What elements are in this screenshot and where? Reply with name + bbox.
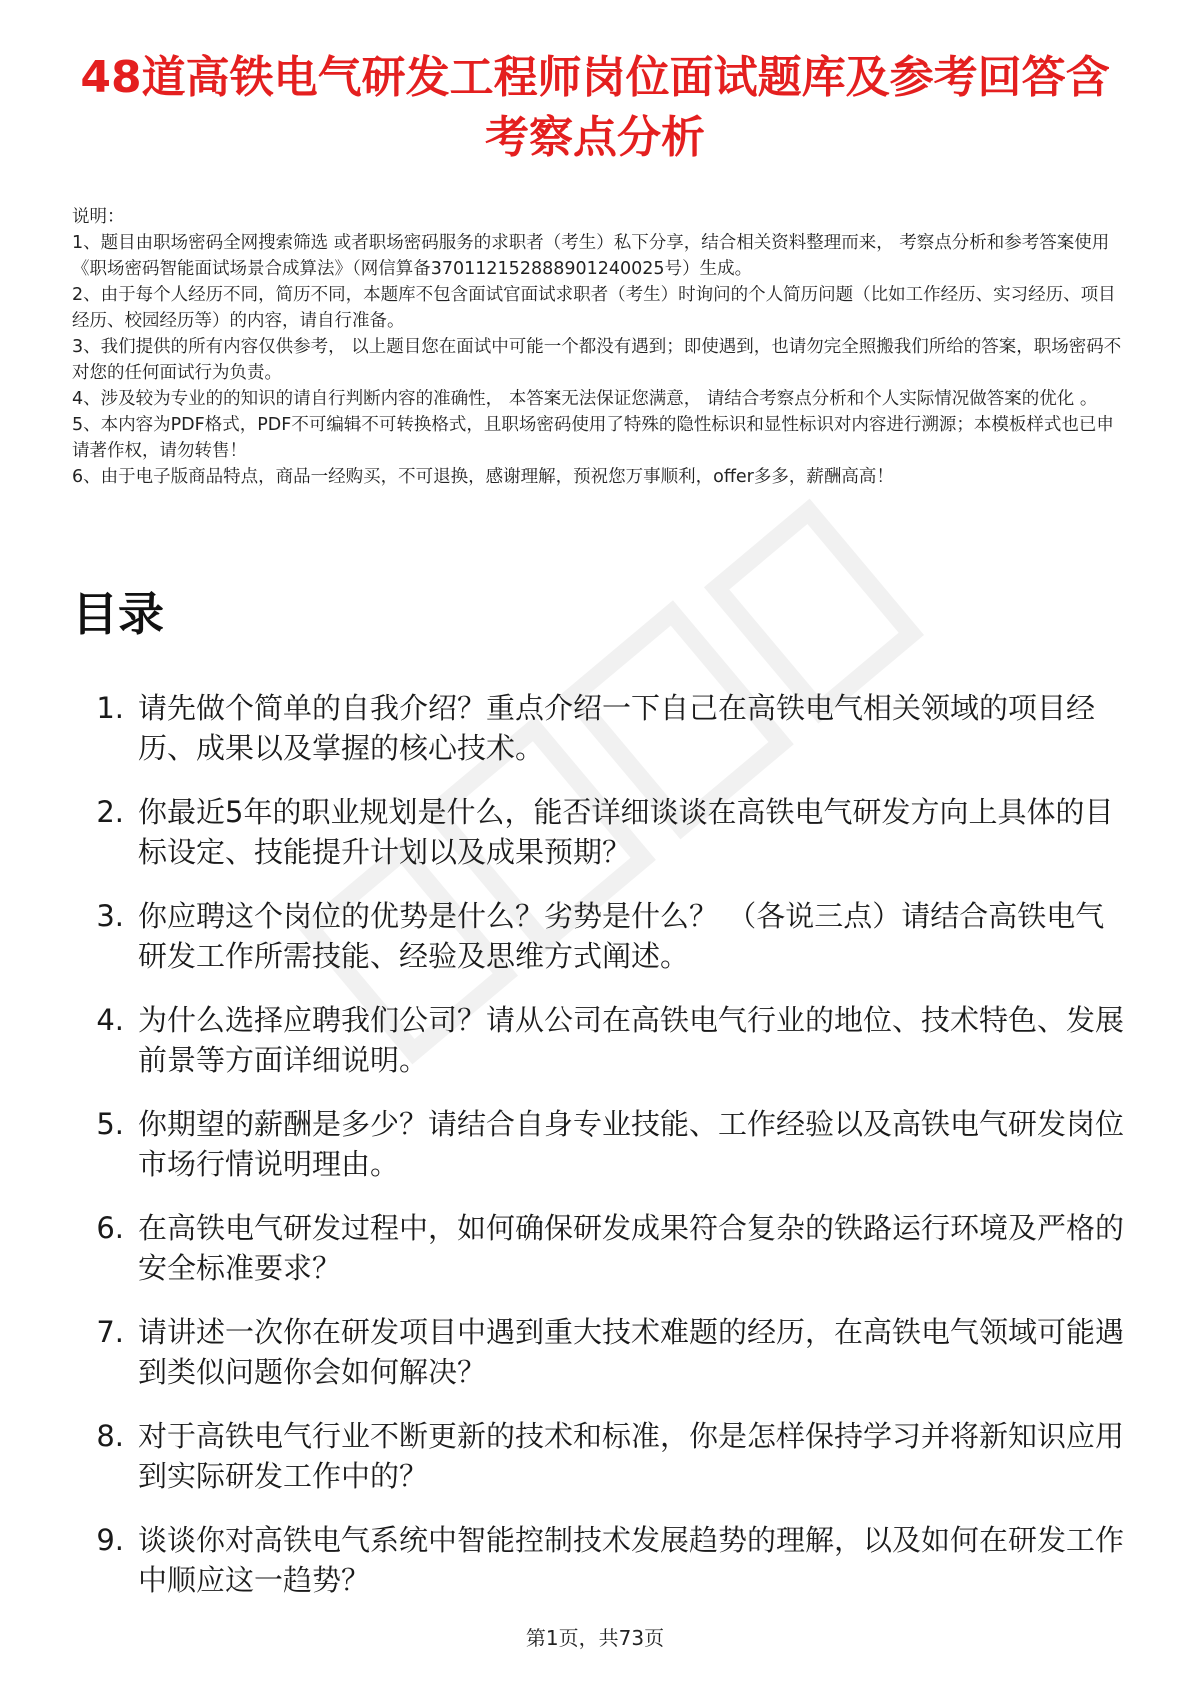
note-item: 4、涉及较为专业的的知识的请自行判断内容的准确性， 本答案无法保证您满意， 请结合考察点分析和个人实际情况做答案的优化 。 — [72, 389, 1098, 409]
toc-item-number: 9. — [96, 1523, 124, 1557]
toc-item[interactable] — [72, 1520, 1132, 1624]
toc-item[interactable] — [72, 1104, 1132, 1208]
toc-item[interactable] — [72, 1000, 1132, 1104]
page-footer: 第1页，共73页 — [525, 1626, 665, 1650]
toc-item-number: 1. — [96, 691, 124, 725]
toc-item-text: 谈谈你对高铁电气系统中智能控制技术发展趋势的理解，以及如何在研发工作中顺应这一趋势？ — [138, 1523, 1125, 1597]
toc-item-number: 4. — [96, 1003, 124, 1037]
note-item: 6、由于电子版商品特点，商品一经购买，不可退换，感谢理解，预祝您万事顺利，offer多多，薪酬高高！ — [72, 467, 894, 487]
notes-section — [72, 204, 1122, 490]
notes-heading: 说明： — [72, 207, 125, 227]
toc-item-number: 2. — [96, 795, 124, 829]
toc-item-text: 你应聘这个岗位的优势是什么？劣势是什么？ （各说三点）请结合高铁电气研发工作所需技能、经验及思维方式阐述。 — [138, 899, 1105, 973]
toc-list — [72, 688, 1132, 1624]
toc-item-text: 请讲述一次你在研发项目中遇到重大技术难题的经历，在高铁电气领域可能遇到类似问题你会如何解决？ — [138, 1315, 1125, 1389]
toc-item-number: 7. — [96, 1315, 124, 1349]
page-title: 48道高铁电气研发工程师岗位面试题库及参考回答含考察点分析 — [80, 52, 1110, 163]
toc-item[interactable] — [72, 688, 1132, 792]
toc-item-text: 在高铁电气研发过程中，如何确保研发成果符合复杂的铁路运行环境及严格的安全标准要求？ — [138, 1211, 1125, 1285]
toc-item-number: 8. — [96, 1419, 124, 1453]
toc-item[interactable] — [72, 792, 1132, 896]
toc-item-number: 3. — [96, 899, 124, 933]
note-item: 5、本内容为PDF格式，PDF不可编辑不可转换格式，且职场密码使用了特殊的隐性标识和显性标识对内容进行溯源；本模板样式也已申请著作权，请勿转售！ — [72, 415, 1114, 461]
note-item: 3、我们提供的所有内容仅供参考， 以上题目您在面试中可能一个都没有遇到；即使遇到，也请勿完全照搬我们所给的答案，职场密码不对您的任何面试行为负责。 — [72, 337, 1122, 383]
toc-item-number: 5. — [96, 1107, 124, 1141]
toc-item-text: 请先做个简单的自我介绍？重点介绍一下自己在高铁电气相关领域的项目经历、成果以及掌握的核心技术。 — [138, 691, 1096, 765]
toc-item[interactable] — [72, 896, 1132, 1000]
toc-item[interactable] — [72, 1208, 1132, 1312]
toc-item[interactable] — [72, 1416, 1132, 1520]
note-item: 2、由于每个人经历不同，简历不同，本题库不包含面试官面试求职者（考生）时询问的个人简历问题（比如工作经历、实习经历、项目经历、校园经历等）的内容，请自行准备。 — [72, 285, 1116, 331]
note-item: 1、题目由职场密码全网搜索筛选 或者职场密码服务的求职者（考生）私下分享，结合相关资料整理而来， 考察点分析和参考答案使用《职场密码智能面试场景合成算法》（网信算备370112152888901240025号）生成。 — [72, 233, 1110, 279]
toc-item-text: 你期望的薪酬是多少？请结合自身专业技能、工作经验以及高铁电气研发岗位市场行情说明理由。 — [138, 1107, 1125, 1181]
toc-item[interactable] — [72, 1312, 1132, 1416]
toc-heading: 目录 — [72, 587, 164, 641]
toc-item-text: 对于高铁电气行业不断更新的技术和标准，你是怎样保持学习并将新知识应用到实际研发工作中的？ — [138, 1419, 1125, 1493]
toc-item-text: 为什么选择应聘我们公司？请从公司在高铁电气行业的地位、技术特色、发展前景等方面详细说明。 — [138, 1003, 1125, 1077]
toc-item-number: 6. — [96, 1211, 124, 1245]
toc-item-text: 你最近5年的职业规划是什么，能否详细谈谈在高铁电气研发方向上具体的目标设定、技能提升计划以及成果预期？ — [138, 795, 1114, 869]
